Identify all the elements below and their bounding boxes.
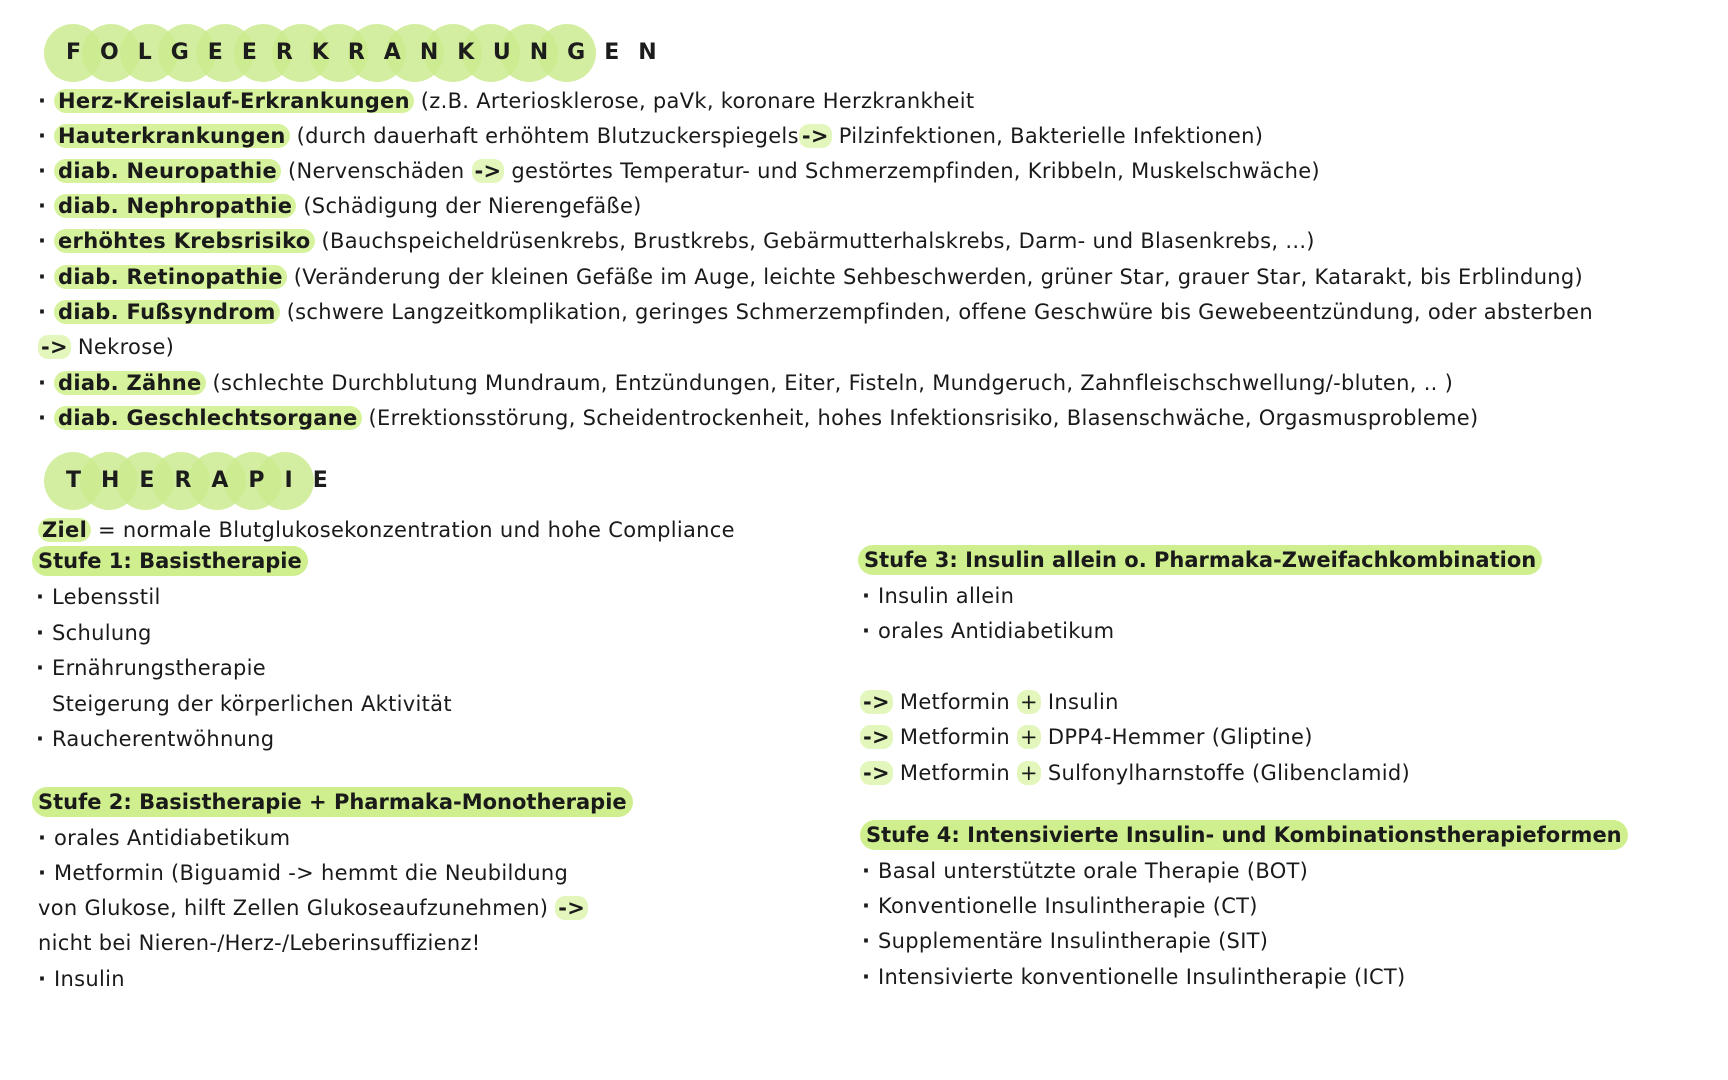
item-text: gestörtes Temperatur- und Schmerzempfinden, Kribbeln, Muskelschwäche) xyxy=(504,159,1320,183)
list-item: · diab. Zähne (schlechte Durchblutung Mundraum, Entzündungen, Eiter, Fisteln, Mundgeruch, Zahnfleischschwellung/-bluten, .. ) xyxy=(38,371,1454,395)
section-title-therapie xyxy=(44,452,348,510)
item-term: Hauterkrankungen xyxy=(54,124,290,148)
combo-item: -> Metformin + DPP4-Hemmer (Gliptine) xyxy=(860,722,1313,752)
list-item: · diab. Retinopathie (Veränderung der kleinen Gefäße im Auge, leichte Sehbeschwerden, grüner Star, grauer Star, Katarakt, bis Erblindung) xyxy=(38,265,1584,289)
list-item: · Metformin (Biguamid -> hemmt die Neubildung xyxy=(38,861,569,885)
list-item: · diab. Neuropathie (Nervenschäden -> gestörtes Temperatur- und Schmerzempfinden, Kribbeln, Muskelschwäche) xyxy=(38,159,1320,183)
plus-icon: + xyxy=(1017,725,1041,749)
list-item-continuation: nicht bei Nieren-/Herz-/Leberinsuffizienz! xyxy=(38,931,481,955)
stufe3-heading: Stufe 3: Insulin allein o. Pharmaka-Zweifachkombination xyxy=(858,545,1542,575)
list-item: · Ernährungstherapie xyxy=(36,656,266,680)
list-item: · diab. Fußsyndrom (schwere Langzeitkomplikation, geringes Schmerzempfinden, offene Geschwüre bis Gewebeentzündung, oder absterben xyxy=(38,300,1593,324)
list-item-continuation: von Glukose, hilft Zellen Glukoseaufzunehmen) -> xyxy=(38,893,588,923)
item-text: Pilzinfektionen, Bakterielle Infektionen) xyxy=(831,124,1264,148)
list-item: · Supplementäre Insulintherapie (SIT) xyxy=(862,929,1269,953)
combo-item: -> Metformin + Sulfonylharnstoffe (Glibenclamid) xyxy=(860,758,1410,788)
item-term: diab. Nephropathie xyxy=(54,194,296,218)
arrow-icon: -> xyxy=(38,335,71,359)
section-title-folgeerkrankungen xyxy=(44,24,676,82)
list-item: Steigerung der körperlichen Aktivität xyxy=(52,692,452,716)
list-item: · orales Antidiabetikum xyxy=(38,826,291,850)
item-text: (schwere Langzeitkomplikation, geringes Schmerzempfinden, offene Geschwüre bis Gewebeentzündung, oder absterben xyxy=(279,300,1593,324)
arrow-icon: -> xyxy=(860,761,893,785)
item-text: (Bauchspeicheldrüsenkrebs, Brustkrebs, Gebärmutterhalskrebs, Darm- und Blasenkrebs, ...) xyxy=(314,229,1315,253)
item-text: Nekrose) xyxy=(70,335,175,359)
item-text: (Nervenschäden xyxy=(281,159,472,183)
item-term: erhöhtes Krebsrisiko xyxy=(54,229,315,253)
list-item: · Schulung xyxy=(36,621,152,645)
list-item: · erhöhtes Krebsrisiko (Bauchspeicheldrüsenkrebs, Brustkrebs, Gebärmutterhalskrebs, Darm- und Blasenkrebs, ...) xyxy=(38,229,1315,253)
goal-label: Ziel xyxy=(38,518,91,542)
list-item: · Herz-Kreislauf-Erkrankungen (z.B. Arteriosklerose, paVk, koronare Herzkrankheit xyxy=(38,89,975,113)
list-item: · Lebensstil xyxy=(36,585,161,609)
list-item: · orales Antidiabetikum xyxy=(862,619,1115,643)
list-item: · Konventionelle Insulintherapie (CT) xyxy=(862,894,1258,918)
stufe2-heading: Stufe 2: Basistherapie + Pharmaka-Monotherapie xyxy=(32,787,633,817)
item-term: Herz-Kreislauf-Erkrankungen xyxy=(54,89,414,113)
item-text: (Veränderung der kleinen Gefäße im Auge, leichte Sehbeschwerden, grüner Star, grauer Star, Katarakt, bis Erblindung) xyxy=(286,265,1584,289)
arrow-icon: -> xyxy=(555,896,588,920)
list-item-continuation xyxy=(38,332,174,362)
arrow-icon: -> xyxy=(860,725,893,749)
plus-icon: + xyxy=(1017,690,1041,714)
item-text: (durch dauerhaft erhöhtem Blutzuckerspiegels xyxy=(289,124,799,148)
list-item: · Intensivierte konventionelle Insulintherapie (ICT) xyxy=(862,965,1406,989)
item-term: diab. Retinopathie xyxy=(54,265,287,289)
arrow-icon: -> xyxy=(860,690,893,714)
therapy-goal xyxy=(38,515,735,545)
list-item: · diab. Geschlechtsorgane (Errektionsstörung, Scheidentrockenheit, hohes Infektionsrisiko, Blasenschwäche, Orgasmusprobleme) xyxy=(38,406,1479,430)
stufe4-heading: Stufe 4: Intensivierte Insulin- und Kombinationstherapieformen xyxy=(860,820,1628,850)
list-item: · Raucherentwöhnung xyxy=(36,727,275,751)
item-term: diab. Geschlechtsorgane xyxy=(54,406,362,430)
item-text: (z.B. Arteriosklerose, paVk, koronare Herzkrankheit xyxy=(413,89,975,113)
item-term: diab. Neuropathie xyxy=(54,159,281,183)
list-item: · Basal unterstützte orale Therapie (BOT) xyxy=(862,859,1309,883)
item-text: (Errektionsstörung, Scheidentrockenheit, hohes Infektionsrisiko, Blasenschwäche, Orgasmusprobleme) xyxy=(361,406,1479,430)
list-item: · Insulin allein xyxy=(862,584,1015,608)
section-title-text: THERAPIE xyxy=(66,468,348,493)
item-text: (schlechte Durchblutung Mundraum, Entzündungen, Eiter, Fisteln, Mundgeruch, Zahnfleischschwellung/-bluten, .. ) xyxy=(205,371,1454,395)
item-term: diab. Zähne xyxy=(54,371,206,395)
list-item: · Insulin xyxy=(38,967,125,991)
stufe1-heading: Stufe 1: Basistherapie xyxy=(32,546,308,576)
list-item: · diab. Nephropathie (Schädigung der Nierengefäße) xyxy=(38,194,642,218)
plus-icon: + xyxy=(1017,761,1041,785)
goal-text: = normale Blutglukosekonzentration und hohe Compliance xyxy=(91,518,735,542)
arrow-icon: -> xyxy=(799,124,832,148)
arrow-icon: -> xyxy=(472,159,505,183)
list-item: · Hauterkrankungen (durch dauerhaft erhöhtem Blutzuckerspiegels -> Pilzinfektionen, Bakterielle Infektionen) xyxy=(38,124,1264,148)
section-title-text: FOLGEERKRANKUNGEN xyxy=(66,40,676,65)
item-text: (Schädigung der Nierengefäße) xyxy=(296,194,642,218)
item-term: diab. Fußsyndrom xyxy=(54,300,280,324)
combo-item: -> Metformin + Insulin xyxy=(860,687,1119,717)
